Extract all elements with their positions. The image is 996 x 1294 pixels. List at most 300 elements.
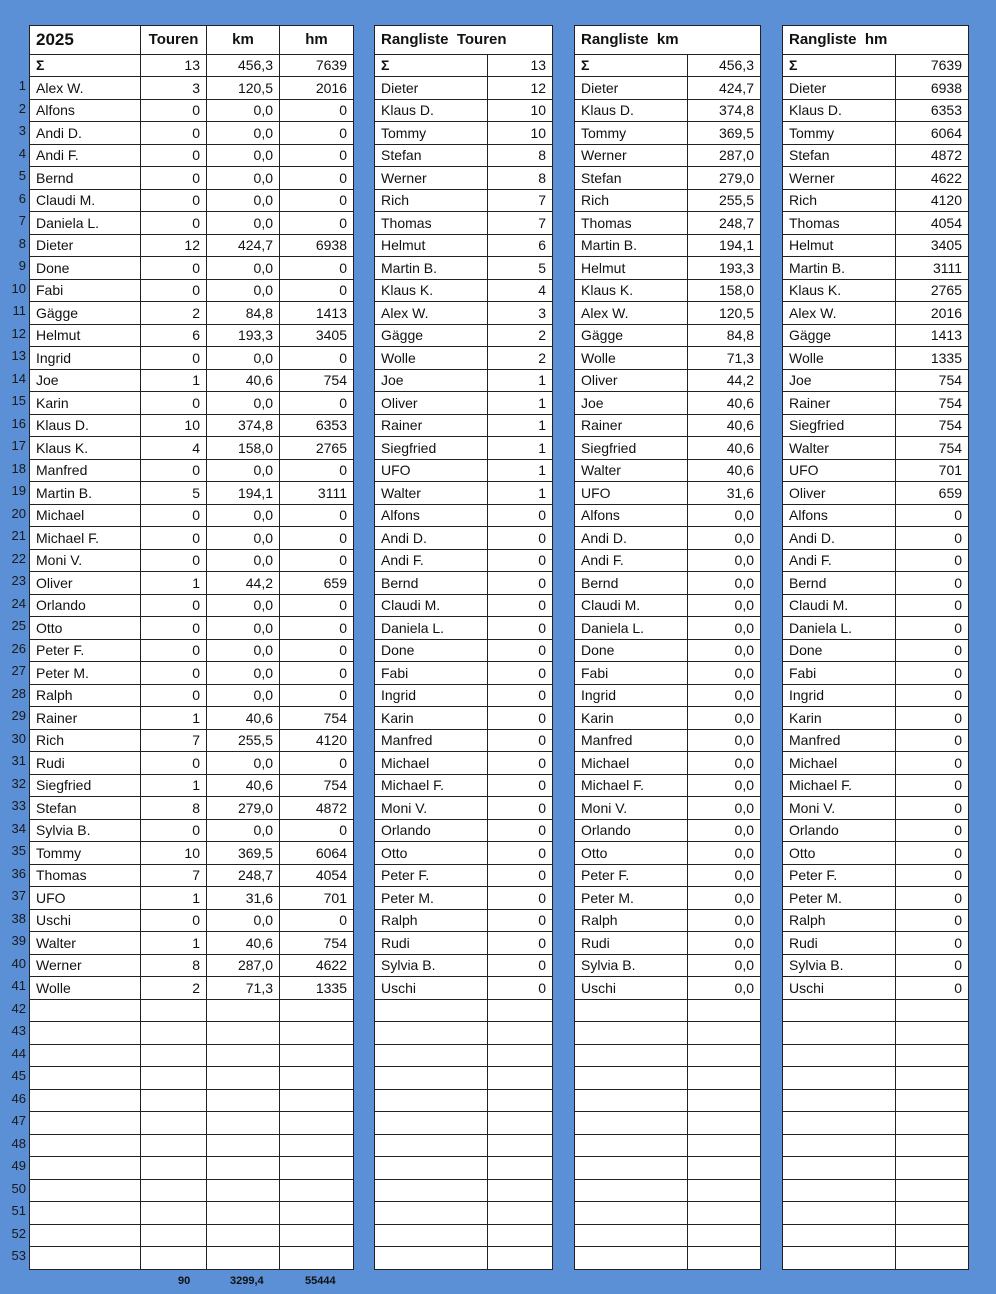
row-number: 3 bbox=[18, 123, 26, 138]
table-row bbox=[30, 189, 354, 212]
cell-value: 0,0 bbox=[688, 909, 761, 932]
table-row bbox=[783, 774, 969, 797]
table-row bbox=[375, 189, 553, 212]
cell-name: Sylvia B. bbox=[575, 954, 688, 977]
row-number: 21 bbox=[11, 528, 26, 543]
cell-name: Otto bbox=[30, 617, 141, 640]
cell-name: Alfons bbox=[575, 504, 688, 527]
table-row bbox=[783, 1044, 969, 1067]
table-row bbox=[783, 437, 969, 460]
table-row bbox=[783, 459, 969, 482]
cell-value: 369,5 bbox=[688, 122, 761, 145]
cell-name: Andi F. bbox=[30, 144, 141, 167]
cell-hm bbox=[280, 1044, 354, 1067]
cell-name: Peter M. bbox=[30, 662, 141, 685]
table-row bbox=[375, 122, 553, 145]
cell-name: Martin B. bbox=[30, 482, 141, 505]
cell-value: 40,6 bbox=[688, 459, 761, 482]
cell-name bbox=[30, 1247, 141, 1270]
table-row bbox=[30, 1112, 354, 1135]
row-number: 52 bbox=[11, 1225, 26, 1241]
cell-touren: 0 bbox=[141, 99, 207, 122]
table-row bbox=[575, 774, 761, 797]
cell-name: Orlando bbox=[783, 819, 896, 842]
table-row bbox=[375, 77, 553, 100]
table-row bbox=[375, 954, 553, 977]
cell-value bbox=[896, 1247, 969, 1270]
cell-km: 158,0 bbox=[207, 437, 280, 460]
row-number: 53 bbox=[11, 1248, 26, 1263]
cell-value bbox=[896, 1179, 969, 1202]
cell-hm: 0 bbox=[280, 99, 354, 122]
table-row bbox=[30, 302, 354, 325]
cell-name: Peter F. bbox=[30, 639, 141, 662]
cell-km: 193,3 bbox=[207, 324, 280, 347]
cell-value: 255,5 bbox=[688, 189, 761, 212]
cell-hm: 4120 bbox=[280, 729, 354, 752]
cell-name: Alex W. bbox=[783, 302, 896, 325]
table-row bbox=[375, 212, 553, 235]
cell-name bbox=[783, 1044, 896, 1067]
cell-value: 0 bbox=[896, 842, 969, 865]
cell-name: Andi D. bbox=[783, 527, 896, 550]
cell-touren: 1 bbox=[141, 774, 207, 797]
cell-value bbox=[488, 1112, 553, 1135]
cell-name: Daniela L. bbox=[575, 617, 688, 640]
cell-value bbox=[896, 999, 969, 1022]
row-number: 43 bbox=[11, 1023, 26, 1038]
cell-name: Peter M. bbox=[575, 887, 688, 910]
row-number: 28 bbox=[11, 685, 26, 701]
table-row bbox=[375, 1134, 553, 1157]
total-hm: 55444 bbox=[305, 1275, 336, 1287]
cell-touren: 5 bbox=[141, 482, 207, 505]
cell-name: Siegfried bbox=[30, 774, 141, 797]
table-row bbox=[375, 887, 553, 910]
rank-km-sum-row bbox=[575, 54, 761, 77]
cell-km: 0,0 bbox=[207, 594, 280, 617]
cell-name: Karin bbox=[575, 707, 688, 730]
cell-hm: 4622 bbox=[280, 954, 354, 977]
table-row bbox=[575, 482, 761, 505]
table-row bbox=[783, 234, 969, 257]
row-number: 48 bbox=[11, 1135, 26, 1151]
cell-km: 287,0 bbox=[207, 954, 280, 977]
cell-name: Walter bbox=[375, 482, 488, 505]
table-row bbox=[375, 234, 553, 257]
row-number: 42 bbox=[11, 1000, 26, 1016]
table-row bbox=[30, 437, 354, 460]
cell-name: Tommy bbox=[575, 122, 688, 145]
cell-name: Moni V. bbox=[30, 549, 141, 572]
cell-name: Siegfried bbox=[575, 437, 688, 460]
cell-touren: 0 bbox=[141, 617, 207, 640]
cell-name: Orlando bbox=[30, 594, 141, 617]
cell-hm bbox=[280, 1247, 354, 1270]
cell-hm: 0 bbox=[280, 347, 354, 370]
cell-hm: 0 bbox=[280, 662, 354, 685]
cell-touren: 0 bbox=[141, 122, 207, 145]
cell-name: Done bbox=[30, 257, 141, 280]
cell-hm: 0 bbox=[280, 392, 354, 415]
table-row bbox=[783, 617, 969, 640]
cell-value bbox=[688, 1044, 761, 1067]
cell-hm: 0 bbox=[280, 212, 354, 235]
cell-touren: 7 bbox=[141, 864, 207, 887]
table-row bbox=[30, 1179, 354, 1202]
cell-name: Manfred bbox=[575, 729, 688, 752]
table-row bbox=[575, 369, 761, 392]
table-row bbox=[783, 279, 969, 302]
cell-value: 0 bbox=[896, 752, 969, 775]
cell-name: Rich bbox=[783, 189, 896, 212]
cell-value: 0 bbox=[488, 887, 553, 910]
cell-value bbox=[688, 1089, 761, 1112]
cell-value: 0 bbox=[896, 729, 969, 752]
cell-touren: 2 bbox=[141, 977, 207, 1000]
table-row bbox=[575, 1224, 761, 1247]
cell-value: 701 bbox=[896, 459, 969, 482]
table-row bbox=[783, 707, 969, 730]
rank-hm-title: Rangliste hm bbox=[783, 26, 969, 55]
table-row bbox=[30, 347, 354, 370]
cell-name: Joe bbox=[30, 369, 141, 392]
table-row bbox=[575, 1179, 761, 1202]
cell-touren bbox=[141, 1157, 207, 1180]
table-row bbox=[30, 369, 354, 392]
cell-name bbox=[30, 1224, 141, 1247]
cell-km: 0,0 bbox=[207, 504, 280, 527]
table-row bbox=[375, 167, 553, 190]
table-row bbox=[30, 1067, 354, 1090]
cell-name: Bernd bbox=[30, 167, 141, 190]
touren-header: Touren bbox=[141, 26, 207, 55]
cell-value: 754 bbox=[896, 414, 969, 437]
cell-name: Uschi bbox=[575, 977, 688, 1000]
cell-name: Peter M. bbox=[375, 887, 488, 910]
table-row bbox=[575, 549, 761, 572]
cell-name: Andi D. bbox=[30, 122, 141, 145]
cell-touren: 0 bbox=[141, 279, 207, 302]
cell-touren: 0 bbox=[141, 909, 207, 932]
cell-name: Siegfried bbox=[783, 414, 896, 437]
row-number: 51 bbox=[11, 1203, 26, 1218]
cell-touren: 2 bbox=[141, 302, 207, 325]
cell-touren: 0 bbox=[141, 819, 207, 842]
cell-value: 0,0 bbox=[688, 977, 761, 1000]
cell-value: 0 bbox=[896, 572, 969, 595]
cell-km: 0,0 bbox=[207, 684, 280, 707]
table-row bbox=[575, 1112, 761, 1135]
cell-value: 0 bbox=[488, 729, 553, 752]
cell-touren bbox=[141, 1067, 207, 1090]
table-row bbox=[575, 909, 761, 932]
table-row bbox=[375, 932, 553, 955]
row-number: 35 bbox=[11, 843, 26, 858]
hm-header: hm bbox=[280, 26, 354, 55]
row-number: 26 bbox=[11, 640, 26, 656]
cell-name: Joe bbox=[783, 369, 896, 392]
cell-name: Gägge bbox=[575, 324, 688, 347]
cell-value: 0 bbox=[488, 932, 553, 955]
cell-name: Otto bbox=[783, 842, 896, 865]
cell-hm: 0 bbox=[280, 504, 354, 527]
table-row bbox=[783, 99, 969, 122]
cell-name: Fabi bbox=[783, 662, 896, 685]
row-number: 10 bbox=[11, 280, 26, 296]
cell-hm: 0 bbox=[280, 257, 354, 280]
cell-hm: 754 bbox=[280, 369, 354, 392]
cell-km: 279,0 bbox=[207, 797, 280, 820]
table-row bbox=[30, 954, 354, 977]
cell-hm bbox=[280, 1157, 354, 1180]
cell-name: Walter bbox=[783, 437, 896, 460]
cell-name: Oliver bbox=[783, 482, 896, 505]
cell-name: Werner bbox=[783, 167, 896, 190]
cell-name: Bernd bbox=[783, 572, 896, 595]
cell-value: 0 bbox=[488, 819, 553, 842]
table-row bbox=[30, 257, 354, 280]
table-row bbox=[375, 1089, 553, 1112]
table-row bbox=[783, 1134, 969, 1157]
cell-name: Michael bbox=[575, 752, 688, 775]
table-row bbox=[575, 167, 761, 190]
table-row bbox=[30, 279, 354, 302]
row-number: 41 bbox=[11, 978, 26, 993]
cell-value: 193,3 bbox=[688, 257, 761, 280]
cell-touren: 0 bbox=[141, 347, 207, 370]
table-row bbox=[783, 549, 969, 572]
cell-name: Michael bbox=[30, 504, 141, 527]
cell-name bbox=[783, 1067, 896, 1090]
cell-name: Werner bbox=[575, 144, 688, 167]
table-row bbox=[783, 257, 969, 280]
cell-touren bbox=[141, 1089, 207, 1112]
cell-hm: 3111 bbox=[280, 482, 354, 505]
cell-name: Helmut bbox=[375, 234, 488, 257]
cell-value: 0 bbox=[896, 594, 969, 617]
cell-touren: 8 bbox=[141, 954, 207, 977]
cell-value: 1 bbox=[488, 414, 553, 437]
cell-km: 374,8 bbox=[207, 414, 280, 437]
cell-name bbox=[375, 1044, 488, 1067]
table-row bbox=[30, 842, 354, 865]
rank-touren-title: Rangliste Touren bbox=[375, 26, 553, 55]
table-row bbox=[575, 1202, 761, 1225]
cell-name: UFO bbox=[575, 482, 688, 505]
row-number: 1 bbox=[18, 78, 26, 93]
table-row bbox=[783, 482, 969, 505]
cell-hm: 4054 bbox=[280, 864, 354, 887]
cell-value: 0,0 bbox=[688, 662, 761, 685]
table-row bbox=[783, 1067, 969, 1090]
cell-name: Claudi M. bbox=[30, 189, 141, 212]
sigma-label: Σ bbox=[783, 54, 896, 77]
cell-value: 0 bbox=[488, 954, 553, 977]
table-row bbox=[575, 234, 761, 257]
cell-name bbox=[783, 1134, 896, 1157]
cell-name: Ralph bbox=[575, 909, 688, 932]
cell-name: Manfred bbox=[30, 459, 141, 482]
cell-value bbox=[688, 1202, 761, 1225]
cell-name: Rainer bbox=[30, 707, 141, 730]
table-row bbox=[575, 212, 761, 235]
cell-value bbox=[896, 1202, 969, 1225]
cell-value: 0,0 bbox=[688, 572, 761, 595]
cell-value: 0 bbox=[488, 549, 553, 572]
cell-value: 279,0 bbox=[688, 167, 761, 190]
cell-name: Alfons bbox=[30, 99, 141, 122]
cell-value bbox=[896, 1224, 969, 1247]
table-row bbox=[783, 144, 969, 167]
cell-value: 0,0 bbox=[688, 504, 761, 527]
cell-value: 0,0 bbox=[688, 774, 761, 797]
cell-value: 0 bbox=[488, 797, 553, 820]
cell-name: Alfons bbox=[375, 504, 488, 527]
table-row bbox=[375, 819, 553, 842]
cell-name: Moni V. bbox=[783, 797, 896, 820]
table-row bbox=[575, 977, 761, 1000]
table-row bbox=[375, 1224, 553, 1247]
cell-value bbox=[688, 1022, 761, 1045]
cell-name: Done bbox=[575, 639, 688, 662]
cell-value: 0,0 bbox=[688, 707, 761, 730]
cell-name: Rich bbox=[375, 189, 488, 212]
cell-name: Otto bbox=[375, 842, 488, 865]
main-sum-row bbox=[30, 54, 354, 77]
row-number: 11 bbox=[12, 303, 26, 318]
cell-value bbox=[688, 1157, 761, 1180]
cell-name bbox=[575, 1044, 688, 1067]
total-km: 3299,4 bbox=[230, 1275, 264, 1287]
row-number: 33 bbox=[11, 798, 26, 813]
table-row bbox=[575, 639, 761, 662]
cell-hm: 3405 bbox=[280, 324, 354, 347]
table-row bbox=[30, 639, 354, 662]
cell-value: 6 bbox=[488, 234, 553, 257]
table-row bbox=[783, 1224, 969, 1247]
row-number: 6 bbox=[18, 190, 26, 206]
cell-name: Rudi bbox=[575, 932, 688, 955]
cell-km bbox=[207, 1202, 280, 1225]
cell-value: 0 bbox=[896, 707, 969, 730]
cell-hm: 0 bbox=[280, 189, 354, 212]
cell-name bbox=[30, 1134, 141, 1157]
cell-name: Michael F. bbox=[30, 527, 141, 550]
table-row bbox=[575, 954, 761, 977]
cell-name bbox=[30, 1157, 141, 1180]
cell-name: Klaus K. bbox=[375, 279, 488, 302]
table-row bbox=[375, 549, 553, 572]
cell-name: Stefan bbox=[783, 144, 896, 167]
cell-name: Fabi bbox=[575, 662, 688, 685]
table-row bbox=[575, 617, 761, 640]
cell-value: 0,0 bbox=[688, 819, 761, 842]
sigma-label: Σ bbox=[575, 54, 688, 77]
cell-value: 4622 bbox=[896, 167, 969, 190]
cell-name: Klaus K. bbox=[30, 437, 141, 460]
cell-name: Klaus D. bbox=[30, 414, 141, 437]
cell-value: 0 bbox=[896, 887, 969, 910]
cell-value: 1335 bbox=[896, 347, 969, 370]
cell-name: Sylvia B. bbox=[783, 954, 896, 977]
cell-name bbox=[575, 1202, 688, 1225]
cell-name: Stefan bbox=[575, 167, 688, 190]
cell-name bbox=[783, 1112, 896, 1135]
cell-value bbox=[488, 1089, 553, 1112]
cell-touren bbox=[141, 1044, 207, 1067]
table-row bbox=[30, 594, 354, 617]
cell-name bbox=[575, 1089, 688, 1112]
table-row bbox=[30, 212, 354, 235]
table-row bbox=[575, 932, 761, 955]
row-number: 18 bbox=[11, 460, 26, 476]
cell-km: 0,0 bbox=[207, 617, 280, 640]
cell-value: 1413 bbox=[896, 324, 969, 347]
cell-km bbox=[207, 1067, 280, 1090]
cell-value: 12 bbox=[488, 77, 553, 100]
table-row bbox=[783, 752, 969, 775]
cell-name: Michael F. bbox=[375, 774, 488, 797]
cell-value bbox=[896, 1157, 969, 1180]
cell-value: 0 bbox=[896, 617, 969, 640]
cell-name: Daniela L. bbox=[30, 212, 141, 235]
table-row bbox=[575, 347, 761, 370]
cell-name: Rainer bbox=[783, 392, 896, 415]
cell-value: 4054 bbox=[896, 212, 969, 235]
cell-value: 1 bbox=[488, 437, 553, 460]
table-row bbox=[575, 302, 761, 325]
table-row bbox=[575, 594, 761, 617]
cell-value: 0,0 bbox=[688, 954, 761, 977]
sigma-label: Σ bbox=[375, 54, 488, 77]
cell-value: 2016 bbox=[896, 302, 969, 325]
table-row bbox=[783, 1112, 969, 1135]
cell-value: 7 bbox=[488, 212, 553, 235]
cell-name: Oliver bbox=[30, 572, 141, 595]
cell-value bbox=[688, 1112, 761, 1135]
cell-value: 0 bbox=[488, 617, 553, 640]
cell-value: 158,0 bbox=[688, 279, 761, 302]
cell-value: 1 bbox=[488, 369, 553, 392]
cell-name bbox=[30, 1022, 141, 1045]
cell-name: Rainer bbox=[575, 414, 688, 437]
cell-km bbox=[207, 1022, 280, 1045]
row-number: 44 bbox=[11, 1045, 26, 1061]
table-row bbox=[783, 369, 969, 392]
cell-value: 8 bbox=[488, 167, 553, 190]
cell-name: Klaus K. bbox=[783, 279, 896, 302]
cell-value: 0 bbox=[488, 684, 553, 707]
table-row bbox=[375, 279, 553, 302]
table-row bbox=[30, 909, 354, 932]
table-row bbox=[783, 977, 969, 1000]
table-row bbox=[575, 504, 761, 527]
row-number: 46 bbox=[11, 1090, 26, 1106]
table-row bbox=[30, 122, 354, 145]
cell-touren: 0 bbox=[141, 392, 207, 415]
table-row bbox=[575, 887, 761, 910]
row-number: 9 bbox=[18, 258, 26, 273]
table-row bbox=[30, 459, 354, 482]
cell-name: Michael bbox=[783, 752, 896, 775]
table-row bbox=[783, 77, 969, 100]
rank-km-sum: 456,3 bbox=[688, 54, 761, 77]
cell-name: UFO bbox=[783, 459, 896, 482]
cell-km bbox=[207, 1179, 280, 1202]
cell-value: 10 bbox=[488, 122, 553, 145]
cell-touren: 1 bbox=[141, 887, 207, 910]
